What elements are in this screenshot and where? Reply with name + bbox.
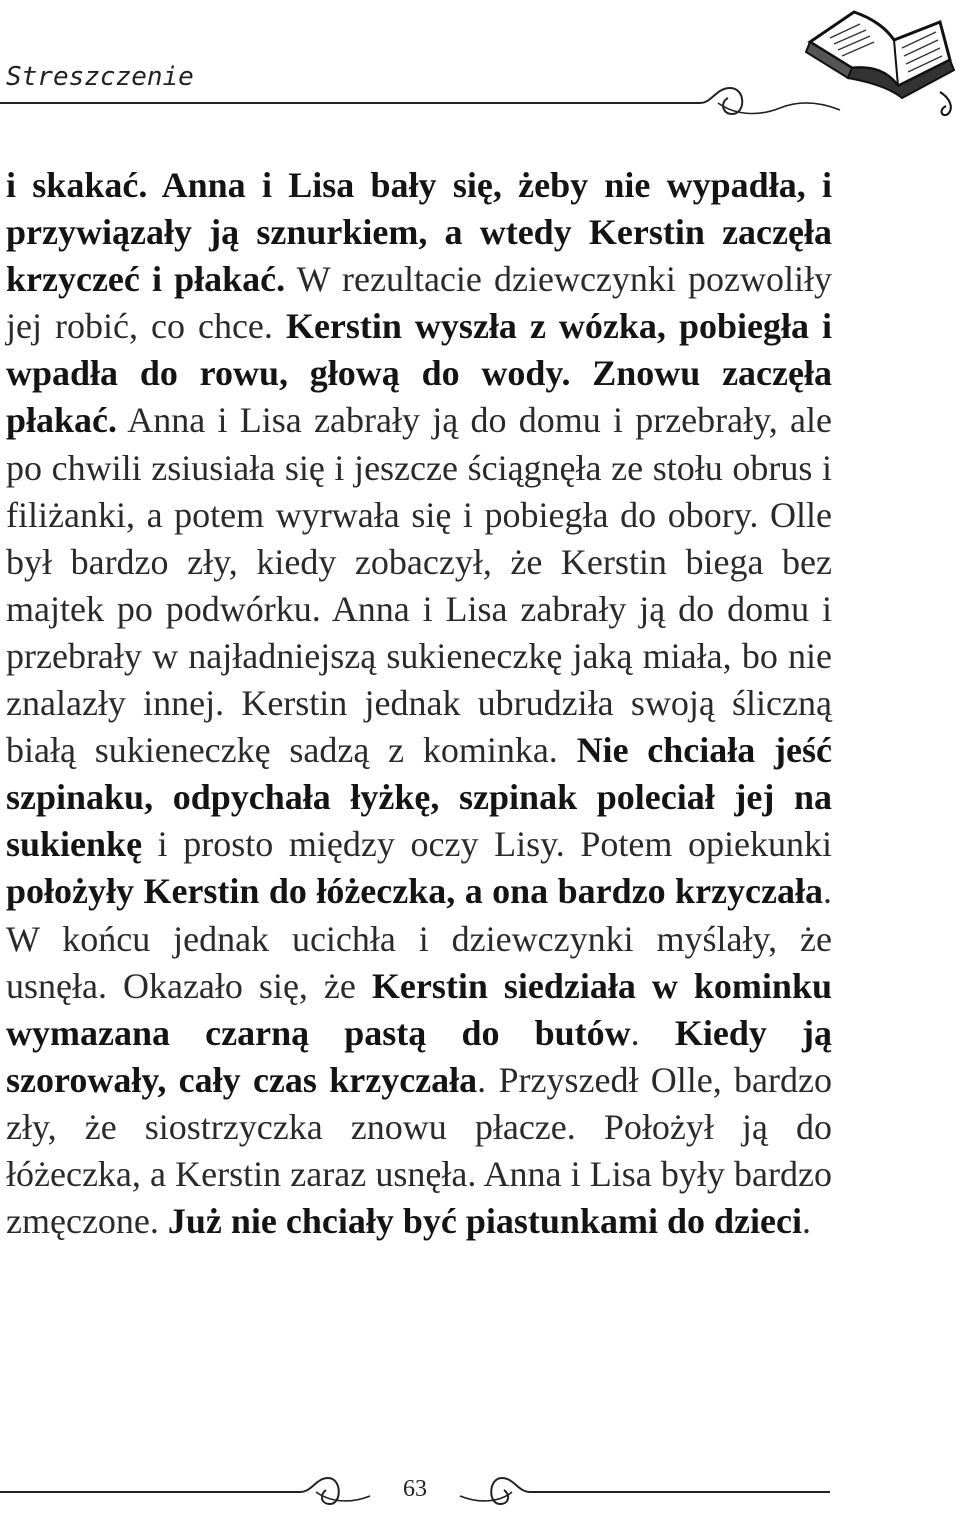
- open-book-icon: [790, 2, 958, 122]
- text-segment: . W końcu jednak ucichła i dziewczynki myślały, że usnęła. Okazało się, że: [6, 871, 832, 1006]
- text-segment: Kerstin siedziała w kominku wymazana czarną pastą do butów: [6, 965, 832, 1053]
- summary-paragraph: [6, 162, 832, 1245]
- page-number: 63: [403, 1476, 427, 1502]
- footer-ornament-rule: [0, 1460, 960, 1520]
- text-segment: Nie chciała jeść szpinaku, odpychała łyżkę, szpinak poleciał jej na sukienkę: [6, 730, 832, 865]
- text-segment: i skakać. Anna i Lisa bały się, żeby nie wypadła, i przywiązały ją sznurkiem, a wtedy Kerstin zaczęła krzyczeć i płakać.: [6, 165, 832, 300]
- text-segment: Anna i Lisa zabrały ją do domu i przebrały, ale po chwili zsiusiała się i jeszcze ściągnęła ze stołu obrus i filiżanki, a potem wyrwała się i pobiegła do obory. Olle był bardzo zły, kiedy zobaczył, że Kerstin biega bez majtek po podwórku. Anna i Lisa zabrały ją do domu i przebrały w najładniejszą sukieneczkę jaką miała, bo nie znalazły innej. Kerstin jednak ubrudziła swoją śliczną białą sukieneczkę sadzą z kominka.: [6, 400, 832, 771]
- text-segment: Kerstin wyszła z wózka, pobiegła i wpadła do rowu, głową do wody. Znowu zaczęła płakać.: [6, 306, 832, 441]
- text-segment: . Przyszedł Olle, bardzo zły, że siostrzyczka znowu płacze. Położył ją do łóżeczka, a Kerstin zaraz usnęła. Anna i Lisa były bardzo zmęczone.: [6, 1059, 833, 1242]
- text-segment: .: [630, 1012, 675, 1053]
- text-segment: .: [801, 1201, 811, 1242]
- text-segment: i prosto między oczy Lisy. Potem opiekunki: [142, 824, 832, 865]
- text-segment: położyły Kerstin do łóżeczka, a ona bardzo krzyczała: [6, 871, 823, 912]
- text-segment: W rezultacie dziewczynki pozwoliły jej robić, co chce.: [6, 259, 832, 347]
- running-header-title: Streszczenie: [6, 62, 194, 92]
- text-segment: Już nie chciały być piastunkami do dzieci: [167, 1201, 802, 1242]
- text-segment: Kiedy ją szorowały, cały czas krzyczała: [6, 1012, 832, 1100]
